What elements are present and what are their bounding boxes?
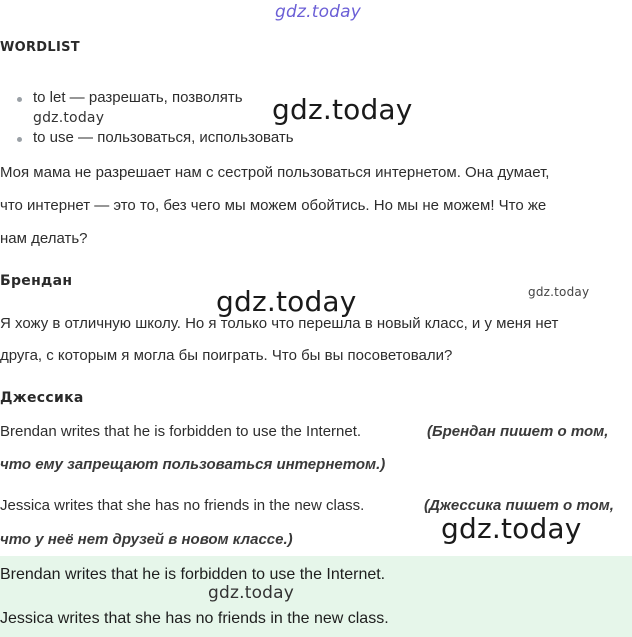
letter-line: нам делать? [0, 230, 88, 247]
example-translation: (Джессика пишет о том, [424, 497, 614, 514]
bullet-dot-icon [17, 97, 22, 102]
wordlist-item: to use — пользоваться, использовать [33, 129, 294, 146]
watermark-big: gdz.today [216, 285, 357, 318]
wordlist-item: to let — разрешать, позволять [33, 89, 243, 106]
example-english: Brendan writes that he is forbidden to use the Internet. [0, 423, 362, 440]
answer-line: Jessica writes that she has no friends in the new class. [0, 610, 389, 627]
watermark-big: gdz.today [441, 512, 582, 545]
letter-author: Джессика [0, 390, 84, 406]
example-translation: что у неё нет друзей в новом классе.) [0, 531, 293, 548]
example-translation: (Брендан пишет о том, [427, 423, 609, 440]
letter-line: Моя мама не разрешает нам с сестрой пользоваться интернетом. Она думает, [0, 164, 550, 181]
watermark-tiny: gdz.today [528, 285, 590, 299]
wordlist-heading: WORDLIST [0, 40, 80, 55]
watermark-inline: gdz.today [33, 110, 105, 126]
watermark-big: gdz.today [272, 93, 413, 126]
watermark-top: gdz.today [275, 2, 362, 22]
letter-author: Брендан [0, 273, 73, 289]
letter-line: Я хожу в отличную школу. Но я только что перешла в новый класс, и у меня нет [0, 315, 559, 332]
bullet-dot-icon [17, 137, 22, 142]
watermark-inline: gdz.today [208, 583, 295, 603]
answer-line: Brendan writes that he is forbidden to use the Internet. [0, 566, 386, 583]
example-english: Jessica writes that she has no friends in the new class. [0, 497, 365, 514]
letter-line: что интернет — это то, без чего мы можем обойтись. Но мы не можем! Что же [0, 197, 547, 214]
letter-line: друга, с которым я могла бы поиграть. Что бы вы посоветовали? [0, 347, 453, 364]
example-translation: что ему запрещают пользоваться интернетом.) [0, 456, 386, 473]
